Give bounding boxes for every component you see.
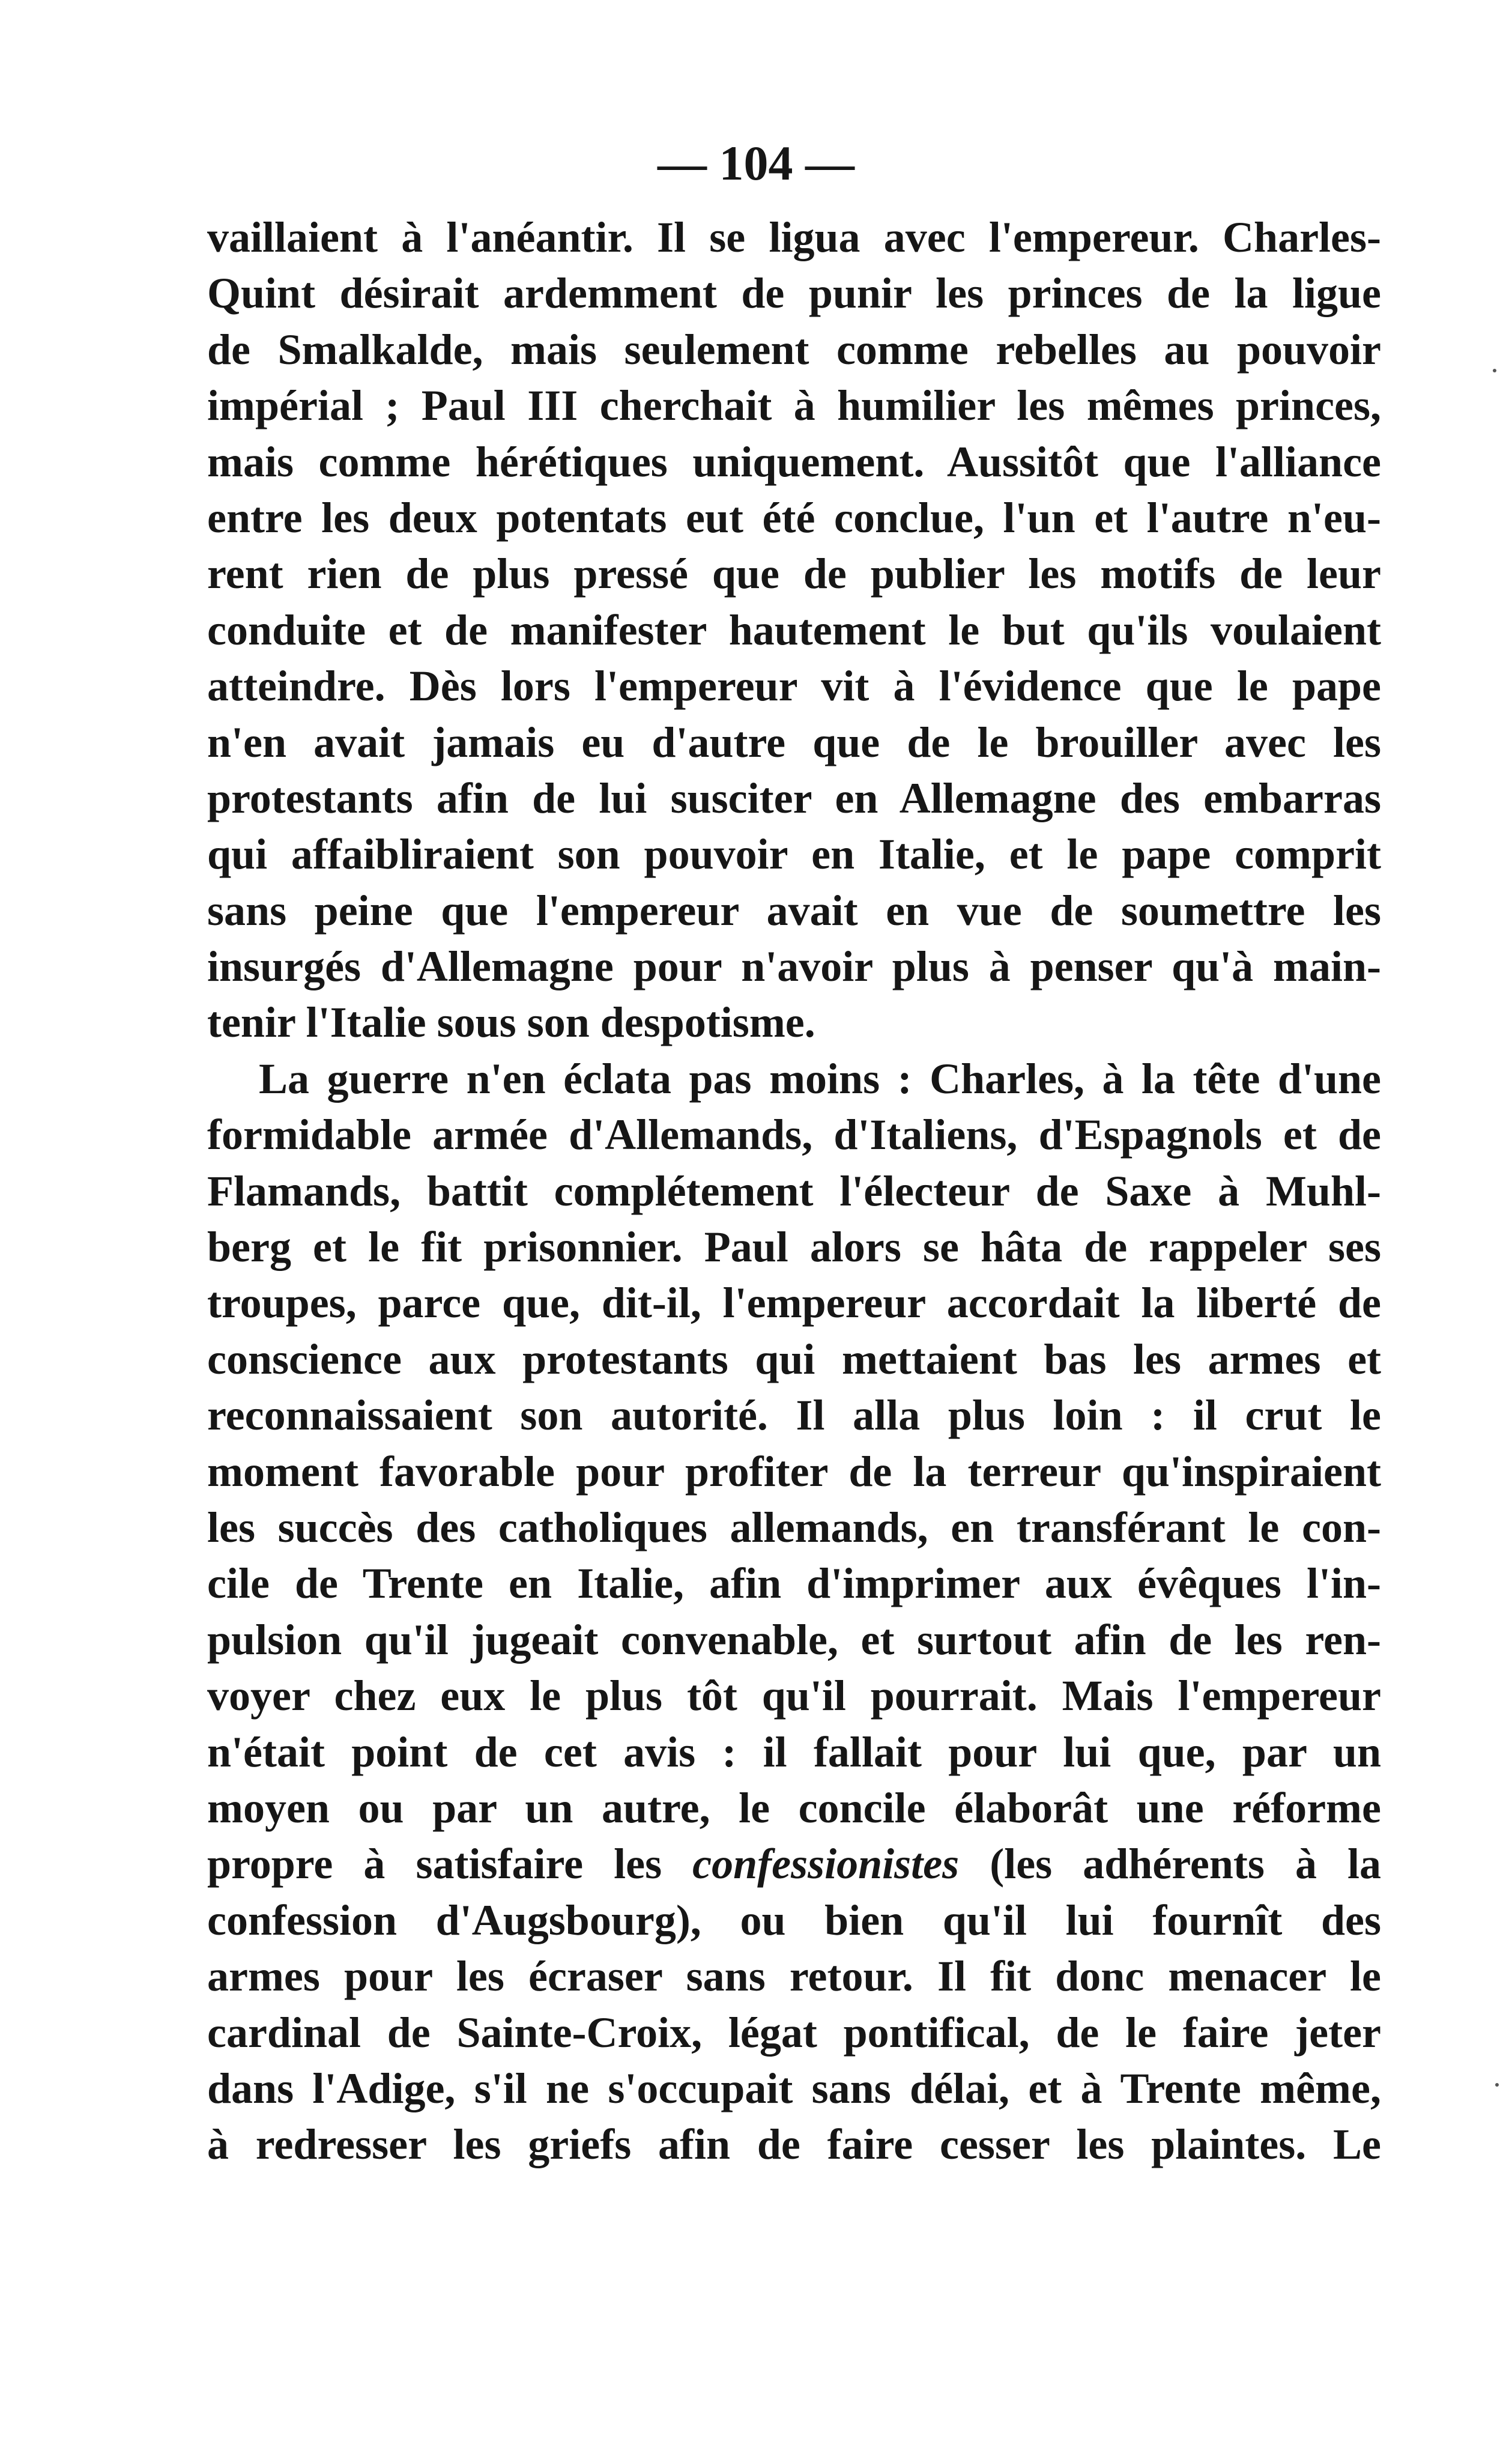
text-line: tenir l'Italie sous son despotisme. — [207, 998, 815, 1047]
text-line: Quint désirait ardemment de punir les princes de la ligue — [207, 269, 1381, 318]
text-line: formidable armée d'Allemands, d'Italiens, d'Espagnols et de — [207, 1111, 1381, 1159]
text-line: conduite et de manifester hautement le but qu'ils voulaient — [207, 605, 1381, 654]
text-run: propre à satisfaire les — [207, 1840, 693, 1888]
paragraph — [207, 1051, 1381, 2173]
text-line: les succès des catholiques allemands, en transférant le con- — [207, 1503, 1381, 1551]
text-line: reconnaissaient son autorité. Il alla plus loin : il crut le — [207, 1391, 1381, 1440]
text-line: voyer chez eux le plus tôt qu'il pourrait. Mais l'empereur — [207, 1672, 1381, 1720]
text-line: La guerre n'en éclata pas moins : Charles, à la tête d'une — [259, 1054, 1381, 1103]
text-line: n'en avait jamais eu d'autre que de le brouiller avec les — [207, 718, 1381, 766]
paragraph — [207, 210, 1381, 1051]
text-line: pulsion qu'il jugeait convenable, et surtout afin de les ren- — [207, 1615, 1381, 1664]
text-line: cardinal de Sainte-Croix, légat pontifical, de le faire jeter — [207, 2008, 1381, 2057]
text-line: conscience aux protestants qui mettaient bas les armes et — [207, 1335, 1381, 1383]
text-line: berg et le fit prisonnier. Paul alors se hâta de rappeler ses — [207, 1223, 1381, 1272]
text-line: protestants afin de lui susciter en Allemagne des embarras — [207, 774, 1381, 822]
text-line: sans peine que l'empereur avait en vue de soumettre les — [207, 886, 1381, 935]
text-line-with-italic — [207, 1836, 1381, 1892]
text-line: dans l'Adige, s'il ne s'occupait sans délai, et à Trente même, — [207, 2064, 1381, 2112]
text-line: qui affaibliraient son pouvoir en Italie, et le pape comprit — [207, 830, 1381, 879]
text-line: Flamands, battit complétement l'électeur de Saxe à Muhl- — [207, 1166, 1381, 1215]
text-line: vaillaient à l'anéantir. Il se ligua avec l'empereur. Charles- — [207, 213, 1381, 261]
text-line: moyen ou par un autre, le concile élaborât une réforme — [207, 1783, 1381, 1832]
text-line: confession d'Augsbourg), ou bien qu'il lui fournît des — [207, 1896, 1381, 1944]
text-line: mais comme hérétiques uniquement. Aussitôt que l'alliance — [207, 437, 1381, 486]
text-line: troupes, parce que, dit-il, l'empereur accordait la liberté de — [207, 1279, 1381, 1327]
text-line: entre les deux potentats eut été conclue, l'un et l'autre n'eu- — [207, 493, 1381, 542]
page-number: — 104 — — [658, 136, 854, 190]
text-line: rent rien de plus pressé que de publier les motifs de leur — [207, 550, 1381, 598]
text-line: impérial ; Paul III cherchait à humilier les mêmes princes, — [207, 381, 1381, 430]
text-line: armes pour les écraser sans retour. Il fit donc menacer le — [207, 1952, 1381, 2001]
text-run: (les adhérents à la — [959, 1840, 1382, 1888]
paper-speck — [1495, 2083, 1499, 2087]
text-line: à redresser les griefs afin de faire cesser les plaintes. Le — [207, 2120, 1381, 2169]
text-line: cile de Trente en Italie, afin d'imprimer aux évêques l'in- — [207, 1559, 1381, 1608]
text-line: n'était point de cet avis : il fallait pour lui que, par un — [207, 1727, 1381, 1776]
italic-term: confessionistes — [692, 1840, 960, 1888]
text-line: de Smalkalde, mais seulement comme rebelles au pouvoir — [207, 325, 1381, 374]
body-text — [207, 210, 1381, 2173]
text-line: atteindre. Dès lors l'empereur vit à l'évidence que le pape — [207, 662, 1381, 711]
paper-speck — [1493, 369, 1496, 372]
text-line: insurgés d'Allemagne pour n'avoir plus à penser qu'à main- — [207, 942, 1381, 991]
text-line: moment favorable pour profiter de la terreur qu'inspiraient — [207, 1447, 1381, 1496]
